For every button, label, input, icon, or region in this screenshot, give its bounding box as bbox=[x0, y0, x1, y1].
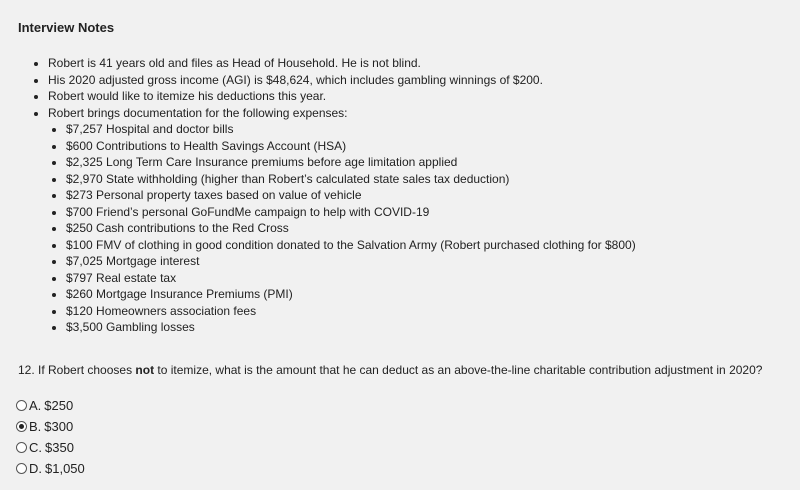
question-prefix: 12. If Robert chooses bbox=[18, 363, 136, 377]
option-letter: D. bbox=[29, 461, 42, 476]
expense-item: • $3,500 Gambling losses bbox=[66, 319, 788, 336]
expense-item: • $797 Real estate tax bbox=[66, 270, 788, 287]
option-letter: B. bbox=[29, 419, 42, 434]
option-a[interactable] bbox=[16, 395, 85, 416]
interview-notes-list bbox=[30, 55, 788, 336]
note-item: • His 2020 adjusted gross income (AGI) is $48,624, which includes gambling winnings of $200. bbox=[48, 72, 788, 89]
option-b[interactable] bbox=[16, 416, 85, 437]
option-value: $250 bbox=[44, 398, 74, 413]
expense-item: • $2,325 Long Term Care Insurance premiums before age limitation applied bbox=[66, 154, 788, 171]
question-emphasis: not bbox=[135, 363, 155, 377]
expense-item: • $120 Homeowners association fees bbox=[66, 303, 788, 320]
option-value: $1,050 bbox=[45, 461, 85, 476]
radio-button[interactable] bbox=[16, 421, 27, 432]
answer-options bbox=[16, 395, 85, 479]
option-c[interactable] bbox=[16, 437, 85, 458]
expense-item: • $100 FMV of clothing in good condition donated to the Salvation Army (Robert purchased clothing for $800) bbox=[66, 237, 788, 254]
question-text bbox=[18, 363, 788, 377]
option-letter: A. bbox=[29, 398, 42, 413]
option-letter: C. bbox=[29, 440, 42, 455]
expense-item: • $700 Friend’s personal GoFundMe campaign to help with COVID-19 bbox=[66, 204, 788, 221]
expense-item: • $600 Contributions to Health Savings Account (HSA) bbox=[66, 138, 788, 155]
option-value: $300 bbox=[44, 419, 74, 434]
note-item-label: Robert brings documentation for the following expenses: bbox=[48, 105, 348, 120]
expense-item: • $2,970 State withholding (higher than Robert’s calculated state sales tax deduction) bbox=[66, 171, 788, 188]
option-d[interactable] bbox=[16, 458, 85, 479]
radio-button[interactable] bbox=[16, 463, 27, 474]
note-item bbox=[48, 105, 788, 336]
note-item: • Robert would like to itemize his deductions this year. bbox=[48, 88, 788, 105]
radio-button[interactable] bbox=[16, 442, 27, 453]
expense-item: • $260 Mortgage Insurance Premiums (PMI) bbox=[66, 286, 788, 303]
expense-item: • $7,025 Mortgage interest bbox=[66, 253, 788, 270]
question-suffix: to itemize, what is the amount that he can deduct as an above-the-line charitable contribution adjustment in 2020? bbox=[154, 363, 763, 377]
expense-item: • $250 Cash contributions to the Red Cross bbox=[66, 220, 788, 237]
expense-item: • $7,257 Hospital and doctor bills bbox=[66, 121, 788, 138]
note-item: • Robert is 41 years old and files as Head of Household. He is not blind. bbox=[48, 55, 788, 72]
expense-item: • $273 Personal property taxes based on value of vehicle bbox=[66, 187, 788, 204]
expenses-list bbox=[48, 121, 788, 336]
radio-button[interactable] bbox=[16, 400, 27, 411]
section-title: Interview Notes bbox=[18, 20, 115, 35]
option-value: $350 bbox=[45, 440, 74, 455]
